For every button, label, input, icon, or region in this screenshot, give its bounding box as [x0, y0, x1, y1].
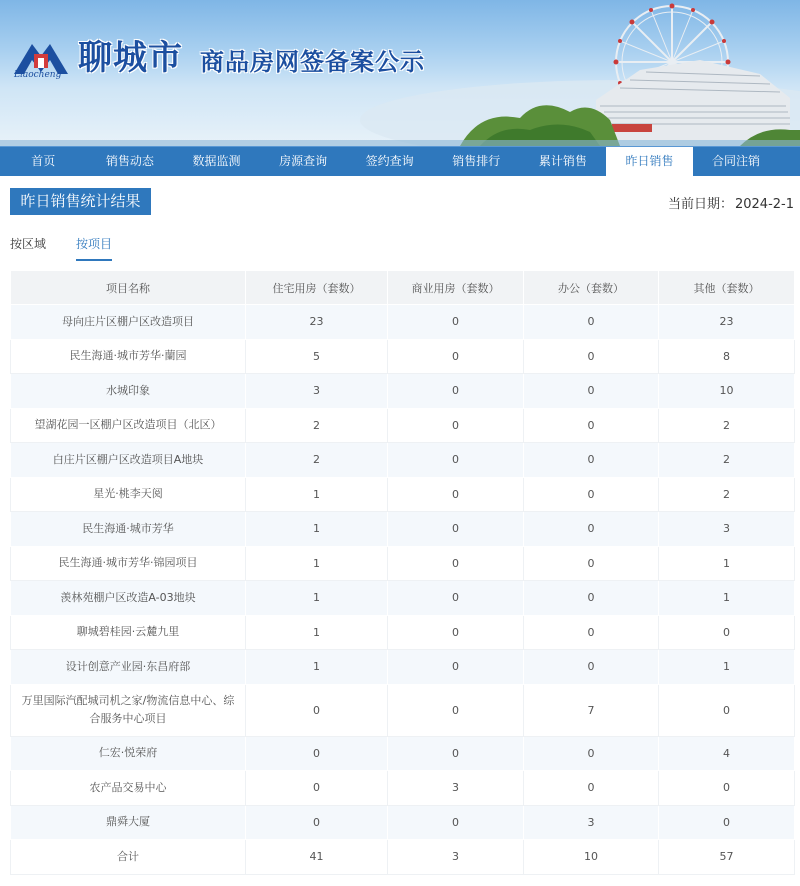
table-total-row: [11, 840, 795, 875]
residential-count: 1: [246, 650, 388, 685]
view-tabs: [10, 235, 142, 261]
commercial-count: 0: [388, 736, 524, 771]
other-count: 1: [659, 581, 795, 616]
total-label: 合计: [11, 840, 246, 875]
section-title: 昨日销售统计结果: [10, 188, 151, 215]
project-name: 民生海通·城市芳华: [11, 512, 246, 547]
commercial-count: 0: [388, 477, 524, 512]
project-name: 星光·桃李天阅: [11, 477, 246, 512]
office-count: 0: [524, 736, 659, 771]
total-office: 10: [524, 840, 659, 875]
other-count: 0: [659, 615, 795, 650]
nav-data-monitor[interactable]: 数据监测: [192, 154, 241, 168]
project-name: 水城印象: [11, 374, 246, 409]
project-name: 望湖花园一区棚户区改造项目（北区）: [11, 408, 246, 443]
other-count: 0: [659, 771, 795, 806]
office-count: 0: [524, 546, 659, 581]
site-subtitle: 商品房网签备案公示: [200, 48, 425, 76]
residential-count: 23: [246, 305, 388, 340]
residential-count: 1: [246, 581, 388, 616]
total-commercial: 3: [388, 840, 524, 875]
residential-count: 0: [246, 771, 388, 806]
table-row: [11, 581, 795, 616]
column-header-project: 项目名称: [11, 271, 246, 305]
project-name: 民生海通·城市芳华·蘭园: [11, 339, 246, 374]
table-row: [11, 443, 795, 478]
residential-count: 1: [246, 546, 388, 581]
tab-by-region[interactable]: 按区域: [10, 237, 47, 251]
nav-housing-search[interactable]: 房源查询: [279, 154, 328, 168]
office-count: 0: [524, 408, 659, 443]
other-count: 8: [659, 339, 795, 374]
other-count: 23: [659, 305, 795, 340]
office-count: 7: [524, 684, 659, 736]
commercial-count: 0: [388, 684, 524, 736]
table-row: [11, 615, 795, 650]
commercial-count: 0: [388, 408, 524, 443]
table-header-row: [11, 271, 795, 305]
main-nav: [0, 146, 800, 176]
logo-tagline: Liaocheng: [14, 70, 62, 80]
table-row: [11, 805, 795, 840]
residential-count: 2: [246, 408, 388, 443]
project-name: 鼎舜大厦: [11, 805, 246, 840]
commercial-count: 0: [388, 650, 524, 685]
project-name: 民生海通·城市芳华·锦园项目: [11, 546, 246, 581]
table-row: [11, 477, 795, 512]
current-date-value: 2024-2-1: [734, 197, 794, 212]
nav-yesterday-sales[interactable]: 昨日销售: [606, 147, 693, 176]
total-other: 57: [659, 840, 795, 875]
header-banner: [0, 0, 800, 146]
other-count: 2: [659, 443, 795, 478]
nav-cumulative-sales[interactable]: 累计销售: [538, 154, 587, 168]
residential-count: 1: [246, 512, 388, 547]
office-count: 0: [524, 443, 659, 478]
other-count: 1: [659, 650, 795, 685]
column-header-office: 办公（套数）: [524, 271, 659, 305]
table-row: [11, 736, 795, 771]
table-row: [11, 650, 795, 685]
nav-home[interactable]: 首页: [31, 154, 56, 168]
project-name: 万里国际汽配城司机之家/物流信息中心、综合服务中心项目: [11, 684, 246, 736]
table-row: [11, 546, 795, 581]
current-date-label: 当前日期：: [667, 197, 733, 212]
site-brand: 聊城市: [78, 38, 183, 78]
column-header-commercial: 商业用房（套数）: [388, 271, 524, 305]
commercial-count: 0: [388, 512, 524, 547]
office-count: 0: [524, 771, 659, 806]
table-row: [11, 684, 795, 736]
tab-by-project[interactable]: 按项目: [76, 235, 112, 261]
project-name: 仁宏·悦荣府: [11, 736, 246, 771]
other-count: 0: [659, 805, 795, 840]
office-count: 0: [524, 477, 659, 512]
office-count: 0: [524, 512, 659, 547]
current-date: [666, 193, 794, 212]
project-name: 母向庄片区棚户区改造项目: [11, 305, 246, 340]
sales-table: [10, 270, 795, 875]
commercial-count: 0: [388, 374, 524, 409]
nav-contract-search[interactable]: 签约查询: [365, 154, 414, 168]
other-count: 0: [659, 684, 795, 736]
office-count: 0: [524, 339, 659, 374]
other-count: 2: [659, 408, 795, 443]
table-row: [11, 374, 795, 409]
office-count: 3: [524, 805, 659, 840]
nav-sales-news[interactable]: 销售动态: [105, 154, 154, 168]
total-residential: 41: [246, 840, 388, 875]
nav-contract-cancel[interactable]: 合同注销: [712, 154, 761, 168]
project-name: 羡林苑棚户区改造A-03地块: [11, 581, 246, 616]
residential-count: 5: [246, 339, 388, 374]
commercial-count: 0: [388, 615, 524, 650]
other-count: 10: [659, 374, 795, 409]
nav-sales-ranking[interactable]: 销售排行: [452, 154, 501, 168]
residential-count: 1: [246, 615, 388, 650]
residential-count: 0: [246, 736, 388, 771]
commercial-count: 0: [388, 581, 524, 616]
residential-count: 0: [246, 805, 388, 840]
table-row: [11, 339, 795, 374]
table-row: [11, 512, 795, 547]
office-count: 0: [524, 581, 659, 616]
column-header-other: 其他（套数）: [659, 271, 795, 305]
table-row: [11, 408, 795, 443]
commercial-count: 3: [388, 771, 524, 806]
commercial-count: 0: [388, 546, 524, 581]
project-name: 白庄片区棚户区改造项目A地块: [11, 443, 246, 478]
table-row: [11, 305, 795, 340]
other-count: 3: [659, 512, 795, 547]
project-name: 聊城碧桂园·云麓九里: [11, 615, 246, 650]
project-name: 农产品交易中心: [11, 771, 246, 806]
project-name: 设计创意产业园·东昌府部: [11, 650, 246, 685]
other-count: 2: [659, 477, 795, 512]
commercial-count: 0: [388, 805, 524, 840]
residential-count: 1: [246, 477, 388, 512]
commercial-count: 0: [388, 305, 524, 340]
office-count: 0: [524, 374, 659, 409]
other-count: 4: [659, 736, 795, 771]
office-count: 0: [524, 305, 659, 340]
office-count: 0: [524, 615, 659, 650]
table-row: [11, 771, 795, 806]
residential-count: 2: [246, 443, 388, 478]
other-count: 1: [659, 546, 795, 581]
office-count: 0: [524, 650, 659, 685]
residential-count: 3: [246, 374, 388, 409]
column-header-residential: 住宅用房（套数）: [246, 271, 388, 305]
commercial-count: 0: [388, 339, 524, 374]
commercial-count: 0: [388, 443, 524, 478]
residential-count: 0: [246, 684, 388, 736]
